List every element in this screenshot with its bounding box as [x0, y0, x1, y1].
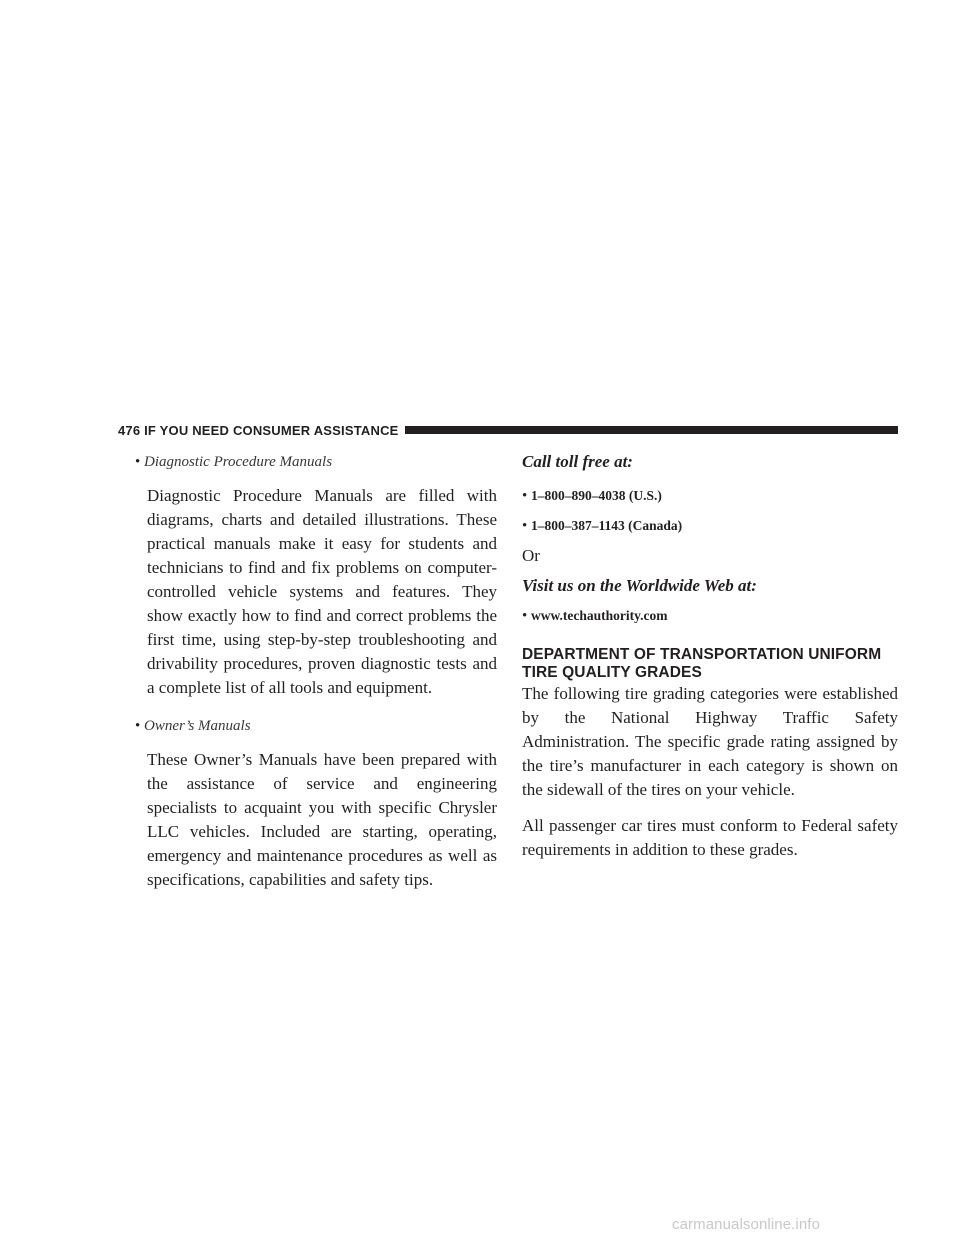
call-toll-free-heading: Call toll free at:: [522, 452, 633, 471]
worldwide-web-heading: Visit us on the Worldwide Web at:: [522, 576, 757, 595]
list-item-owners-manuals: [135, 714, 497, 738]
watermark: carmanualsonline.info: [672, 1216, 821, 1233]
website-link[interactable]: www.techauthority.com: [531, 608, 668, 623]
diagnostic-manuals-label: Diagnostic Procedure Manuals: [144, 454, 333, 470]
owners-manuals-description: These Owner’s Manuals have been prepared with the assistance of service and engineering specialists to acquaint you with specific Chrysler LLC vehicles. Included are starting, operating, emergency and maintenance procedures as well as specifications, capabilities and safety tips.: [147, 750, 497, 889]
section-heading-line1: DEPARTMENT OF TRANSPORTATION UNIFORM: [522, 646, 882, 663]
header-rule: [405, 426, 898, 434]
federal-safety-paragraph: All passenger car tires must conform to Federal safety requirements in addition to these grades.: [522, 816, 898, 859]
list-item-phone-us: [522, 484, 898, 508]
owners-manuals-label: Owner’s Manuals: [144, 718, 251, 734]
list-item-diagnostic-manuals: [135, 450, 497, 474]
or-text: Or: [522, 546, 540, 565]
list-item-phone-canada: [522, 514, 898, 538]
left-column: [135, 450, 497, 892]
bullet-icon: •: [135, 454, 141, 470]
bullet-icon: •: [135, 718, 141, 734]
right-column: [522, 450, 898, 862]
tire-grading-paragraph: The following tire grading categories were established by the National Highway Traffic Safety Administration. The specific grade rating assigned by the tire’s manufacturer in each category is shown on the sidewall of the tires on your vehicle.: [522, 684, 898, 799]
phone-canada[interactable]: 1–800–387–1143 (Canada): [531, 518, 683, 533]
bullet-icon: •: [522, 488, 528, 504]
page-header-title: 476 IF YOU NEED CONSUMER ASSISTANCE: [118, 422, 399, 438]
bullet-icon: •: [522, 518, 528, 534]
page-header: [118, 420, 898, 440]
section-heading-line2: TIRE QUALITY GRADES: [522, 664, 702, 681]
diagnostic-manuals-description: Diagnostic Procedure Manuals are filled with diagrams, charts and detailed illustrations. These practical manuals make it easy for students and technicians to find and fix problems on computer-controlled vehicle systems and features. They show exactly how to find and correct problems the first time, using step-by-step troubleshooting and drivability procedures, proven diagnostic tests and a complete list of all tools and equipment.: [147, 486, 497, 697]
phone-us[interactable]: 1–800–890–4038 (U.S.): [531, 488, 662, 503]
list-item-website: [522, 604, 898, 628]
bullet-icon: •: [522, 608, 528, 624]
section-heading: [522, 646, 898, 682]
